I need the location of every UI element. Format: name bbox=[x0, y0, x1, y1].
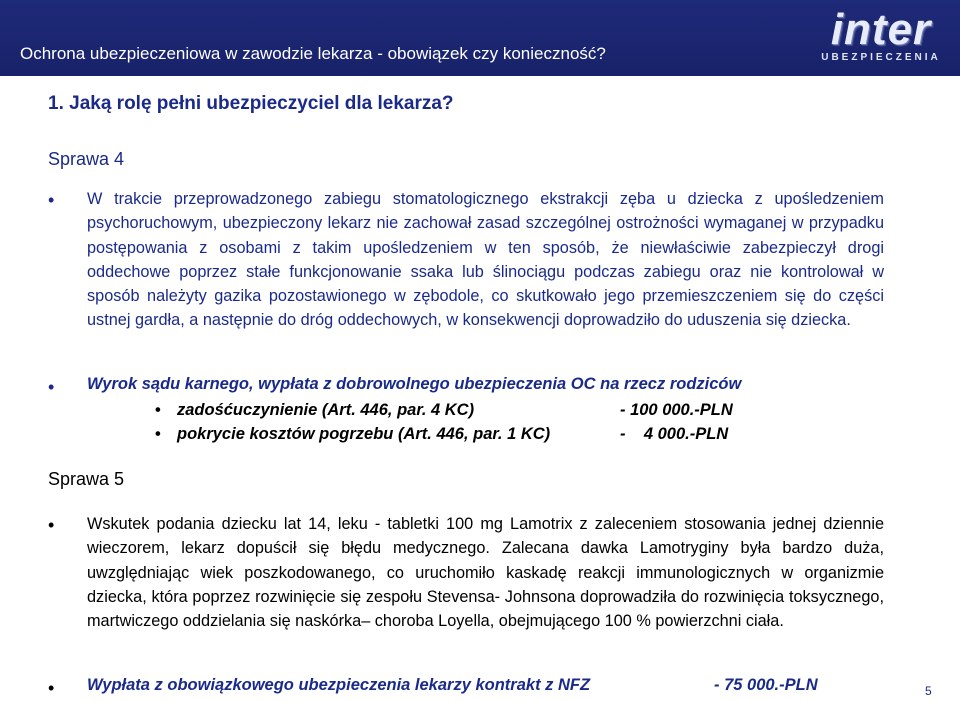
bullet-icon: • bbox=[155, 401, 161, 419]
funeral-cost-label: pokrycie kosztów pogrzebu (Art. 446, par. 1 KC) bbox=[177, 425, 551, 443]
case-5-payment-label: Wypłata z obowiązkowego ubezpieczenia lekarzy kontrakt z NFZ bbox=[87, 676, 591, 694]
compensation-label: zadośćuczynienie (Art. 446, par. 4 KC) bbox=[177, 401, 475, 419]
case-5-heading: Sprawa 5 bbox=[48, 469, 125, 489]
bullet-icon: • bbox=[48, 190, 55, 210]
logo-subtitle: UBEZPIECZENIA bbox=[821, 52, 941, 63]
presentation-title: Ochrona ubezpieczeniowa w zawodzie lekarza - obowiązek czy konieczność? bbox=[20, 44, 606, 63]
logo-wordmark: inter bbox=[830, 5, 932, 54]
bullet-icon: • bbox=[155, 425, 161, 443]
funeral-cost-item bbox=[155, 425, 550, 444]
bullet-icon: • bbox=[48, 678, 55, 698]
case-5-description: Wskutek podania dziecku lat 14, leku - tabletki 100 mg Lamotrix z zaleceniem stosowania jednej dziennie wieczorem, lekarz dopuścił się błędu medycznego. Zalecana dawka Lamotryginy była bardzo duża, uwzględniając wiek poszkodowanego, co uruchomiło kaskadę reakcji immunologicznych w organizmie dziecka, która poprzez rozwinięcie się zespołu Stevensa- Johnsona doprowadziła do rozwinięcia toksycznego, martwiczego oddzielania się naskórka– choroba Loyella, obejmującego 100 % powierzchni ciała. bbox=[87, 515, 884, 631]
case-4-verdict: Wyrok sądu karnego, wypłata z dobrowolnego ubezpieczenia OC na rzecz rodziców bbox=[87, 375, 742, 393]
funeral-cost-amount: - 4 000.-PLN bbox=[620, 425, 729, 443]
page-number: 5 bbox=[925, 684, 932, 698]
header-bar bbox=[0, 0, 960, 76]
case-4-description: W trakcie przeprowadzonego zabiegu stomatologicznego ekstrakcji zęba u dziecka z upośledzeniem psychoruchowym, ubezpieczony lekarz nie zachował zasad szczególnej ostrożności wymaganej w przypadku postępowania z osobami z takim upośledzeniem w ten sposób, że niewłaściwie zabezpieczył drogi oddechowe poprzez stałe funkcjonowanie ssaka lub ślinociągu podczas zabiegu oraz nie kontrolował w sposób należyty gazika pozostawionego w zębodole, co skutkowało jego przemieszczeniem się do części ustnej gardła, a następnie do dróg oddechowych, w konsekwencji doprowadziło do uduszenia się dziecka. bbox=[87, 190, 884, 330]
compensation-amount: - 100 000.-PLN bbox=[620, 401, 733, 419]
compensation-item bbox=[155, 401, 474, 420]
bullet-icon: • bbox=[48, 377, 55, 397]
bullet-icon: • bbox=[48, 515, 55, 535]
slide-question: 1. Jaką rolę pełni ubezpieczyciel dla lekarza? bbox=[48, 93, 454, 114]
case-5-payment-amount: - 75 000.-PLN bbox=[714, 676, 818, 694]
inter-logo bbox=[808, 6, 954, 66]
case-4-heading: Sprawa 4 bbox=[48, 149, 125, 169]
